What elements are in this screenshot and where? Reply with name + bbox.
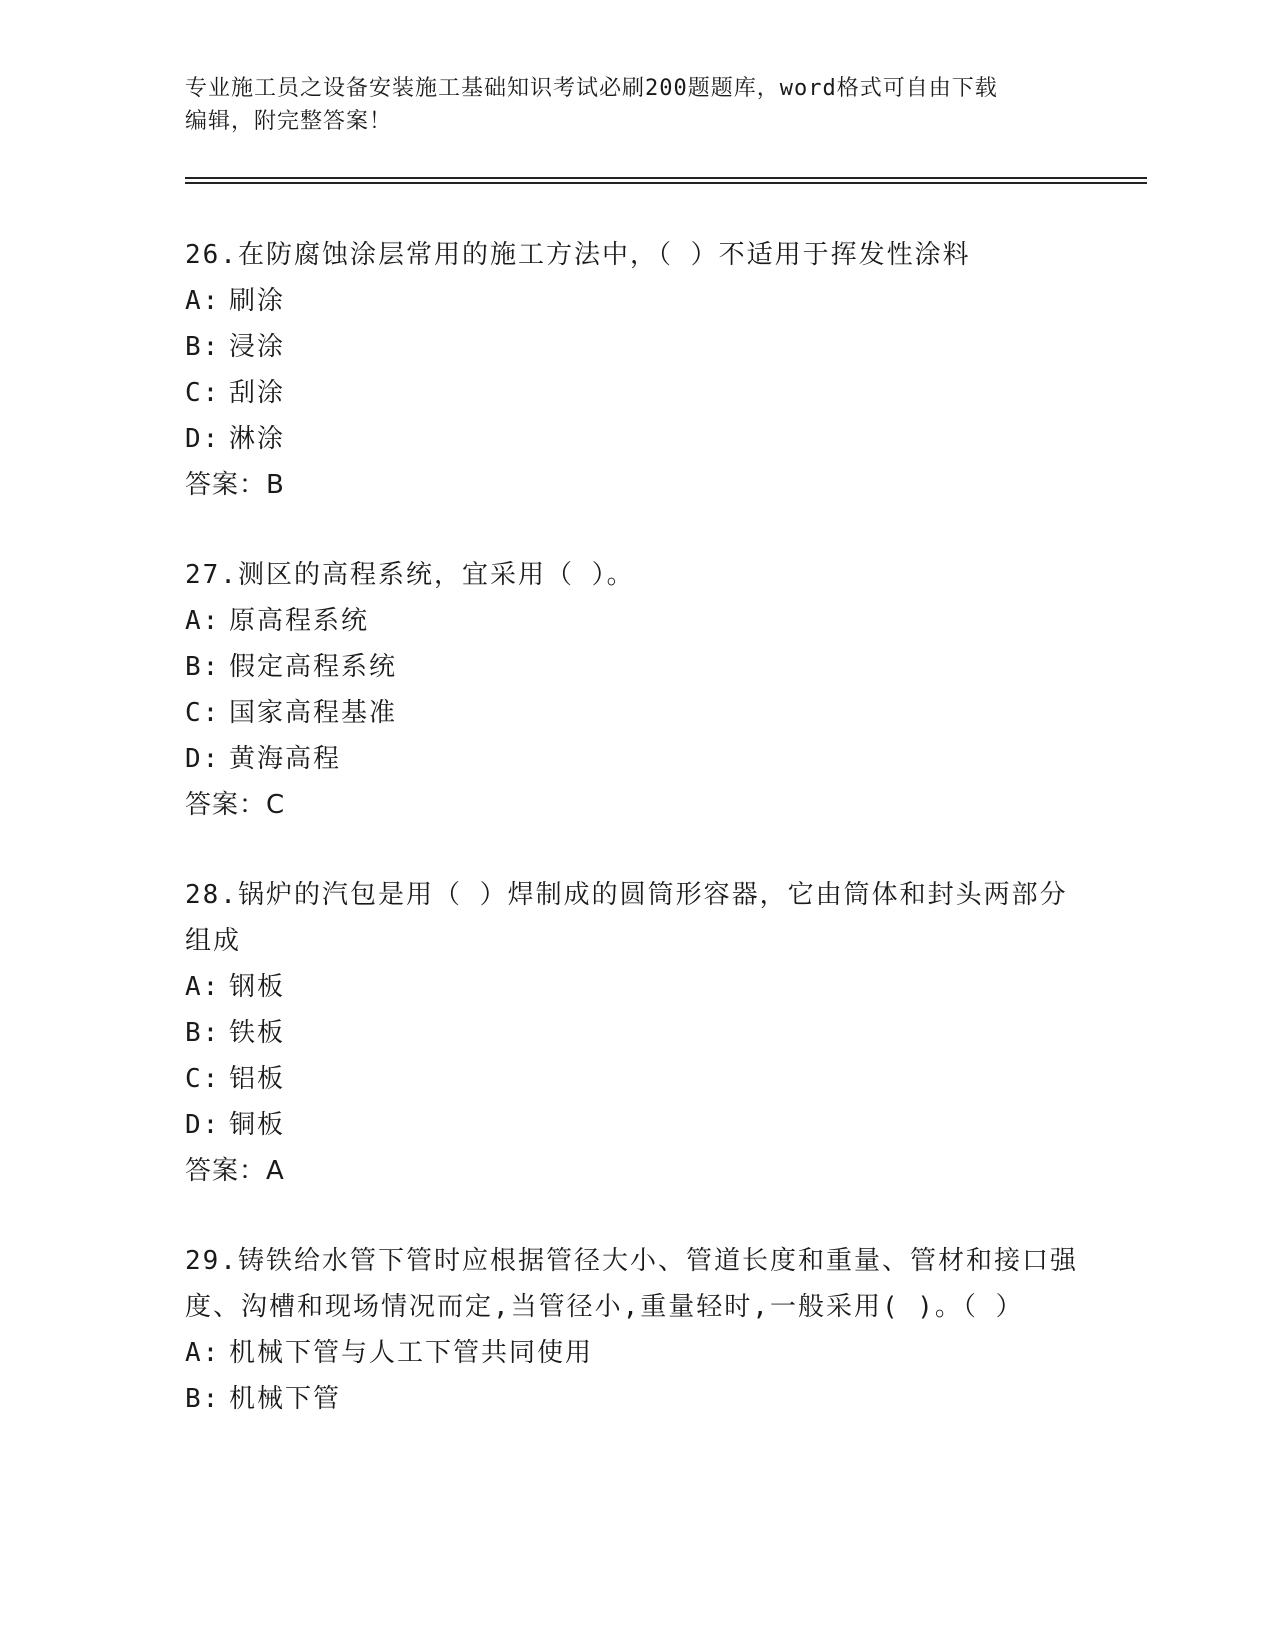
- option-a: [185, 1330, 1085, 1376]
- question-text: 29.铸铁给水管下管时应根据管径大小、管道长度和重量、管材和接口强度、沟槽和现场情况而定,当管径小,重量轻时,一般采用( )。（ ）: [185, 1246, 1078, 1322]
- option-text: 机械下管与人工下管共同使用: [229, 1338, 594, 1368]
- header-line-2: 编辑，附完整答案！: [185, 109, 393, 134]
- header-line-1: 专业施工员之设备安装施工基础知识考试必刷200题题库，word格式可自由下载: [185, 76, 998, 101]
- option-b: [185, 324, 1085, 370]
- option-key: A:: [185, 606, 221, 636]
- question-29: [185, 1238, 1085, 1422]
- question-text: 26.在防腐蚀涂层常用的施工方法中，（ ）不适用于挥发性涂料: [185, 240, 971, 270]
- option-text: 国家高程基准: [229, 698, 398, 728]
- option-text: 刮涂: [229, 378, 286, 408]
- option-key: D:: [185, 424, 221, 454]
- option-a: [185, 964, 1085, 1010]
- question-26: [185, 232, 1085, 508]
- question-28: [185, 872, 1085, 1194]
- option-text: 钢板: [229, 972, 286, 1002]
- option-text: 原高程系统: [229, 606, 370, 636]
- option-c: [185, 1056, 1085, 1102]
- option-text: 机械下管: [229, 1384, 342, 1414]
- option-text: 铜板: [229, 1110, 286, 1140]
- header-divider-top: [185, 177, 1147, 179]
- option-key: D:: [185, 744, 221, 774]
- option-key: A:: [185, 1338, 221, 1368]
- option-text: 假定高程系统: [229, 652, 398, 682]
- option-text: 铝板: [229, 1064, 286, 1094]
- option-text: 淋涂: [229, 424, 286, 454]
- option-a: [185, 278, 1085, 324]
- option-key: A:: [185, 286, 221, 316]
- option-key: B:: [185, 1384, 221, 1414]
- option-key: A:: [185, 972, 221, 1002]
- option-c: [185, 370, 1085, 416]
- option-text: 刷涂: [229, 286, 286, 316]
- option-key: C:: [185, 1064, 221, 1094]
- document-header: [185, 72, 1085, 138]
- option-text: 浸涂: [229, 332, 286, 362]
- option-a: [185, 598, 1085, 644]
- option-d: [185, 1102, 1085, 1148]
- question-text: 28.锅炉的汽包是用（ ）焊制成的圆筒形容器，它由筒体和封头两部分组成: [185, 880, 1068, 956]
- question-27: [185, 552, 1085, 828]
- option-b: [185, 1010, 1085, 1056]
- option-key: B:: [185, 652, 221, 682]
- question-text: 27.测区的高程系统，宜采用（ ）。: [185, 560, 635, 590]
- option-text: 铁板: [229, 1018, 286, 1048]
- question-list: [185, 232, 1085, 1466]
- option-b: [185, 644, 1085, 690]
- option-key: B:: [185, 332, 221, 362]
- option-key: D:: [185, 1110, 221, 1140]
- answer-text: 答案：B: [185, 470, 285, 500]
- option-d: [185, 736, 1085, 782]
- option-b: [185, 1376, 1085, 1422]
- option-d: [185, 416, 1085, 462]
- option-key: C:: [185, 378, 221, 408]
- option-key: C:: [185, 698, 221, 728]
- header-divider-bottom: [185, 182, 1147, 184]
- option-c: [185, 690, 1085, 736]
- answer-text: 答案：A: [185, 1156, 285, 1186]
- option-text: 黄海高程: [229, 744, 342, 774]
- answer-text: 答案：C: [185, 790, 286, 820]
- option-key: B:: [185, 1018, 221, 1048]
